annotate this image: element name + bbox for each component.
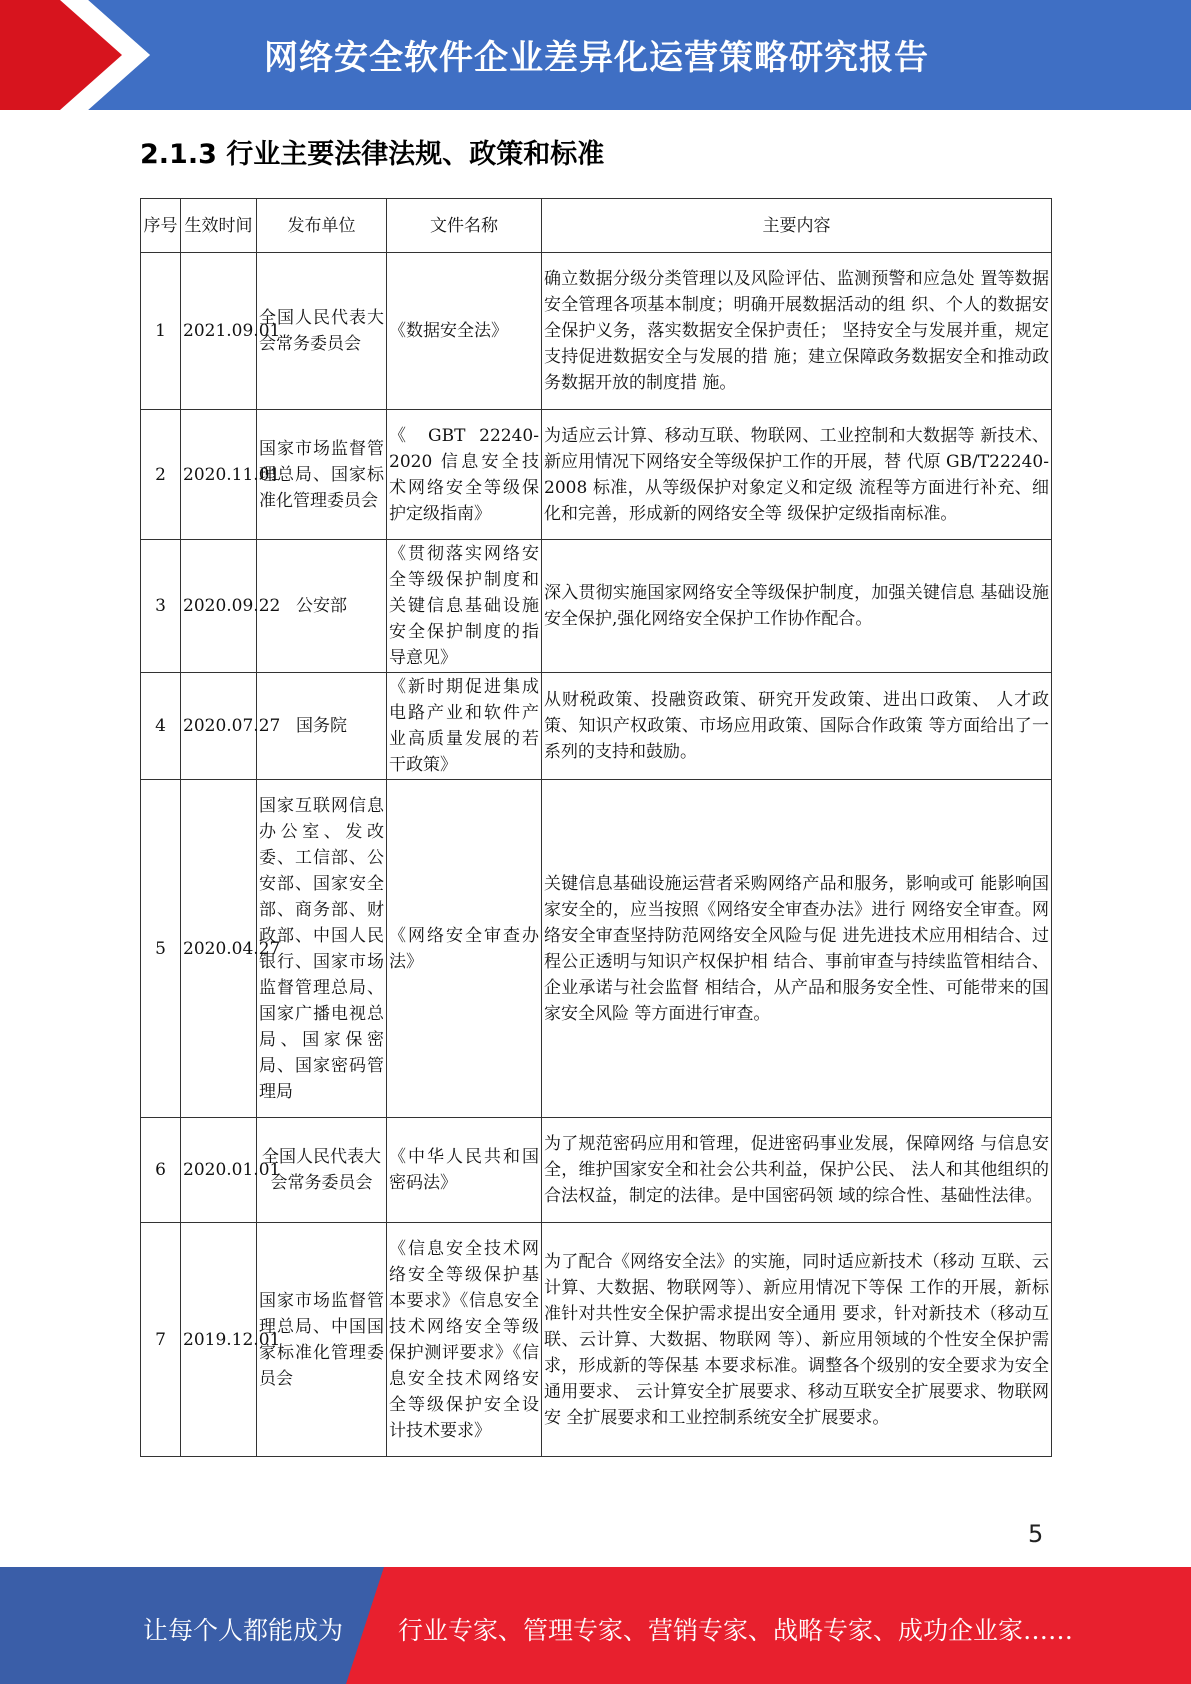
section-heading: 2.1.3 行业主要法律法规、政策和标准 <box>140 139 605 170</box>
column-header-name: 文件名称 <box>387 199 542 253</box>
table-row <box>141 253 1052 410</box>
footer-banner <box>0 1567 1191 1684</box>
document-name: 《信息安全技术网络安全等级保护基本要求》《信息安全技术网络安全等级保护测评要求》《信息安全技术网络安全等级保护安全设计技术要求》 <box>387 1223 542 1457</box>
row-number: 3 <box>141 540 181 673</box>
main-content: 确立数据分级分类管理以及风险评估、监测预警和应急处 置等数据安全管理各项基本制度；明确开展数据活动的组 织、个人的数据安全保护义务，落实数据安全保护责任； 坚持安全与发展并重，规定支持促进数据安全与发展的措 施；建立保障政务数据安全和推动政务数据开放的制度措 施。 <box>542 253 1052 410</box>
report-title: 网络安全软件企业差异化运营策略研究报告 <box>264 38 929 78</box>
issuing-authority: 国家市场监督管理总局、中国国家标准化管理委员会 <box>257 1223 387 1457</box>
effective-date: 2020.09.22 <box>181 540 257 673</box>
row-number: 6 <box>141 1118 181 1223</box>
effective-date: 2020.11.01 <box>181 410 257 540</box>
table-row <box>141 780 1052 1118</box>
table-header-row <box>141 199 1052 253</box>
issuing-authority: 国家市场监督管理总局、国家标准化管理委员会 <box>257 410 387 540</box>
row-number: 7 <box>141 1223 181 1457</box>
effective-date: 2020.01.01 <box>181 1118 257 1223</box>
footer-slogan-right: 行业专家、管理专家、营销专家、战略专家、成功企业家…… <box>398 1616 1074 1645</box>
issuing-authority: 公安部 <box>257 540 387 673</box>
column-header-no: 序号 <box>141 199 181 253</box>
row-number: 2 <box>141 410 181 540</box>
effective-date: 2020.04.27 <box>181 780 257 1118</box>
effective-date: 2019.12.01 <box>181 1223 257 1457</box>
table-row <box>141 540 1052 673</box>
document-name: 《贯彻落实网络安全等级保护制度和关键信息基础设施安全保护制度的指导意见》 <box>387 540 542 673</box>
row-number: 5 <box>141 780 181 1118</box>
header-banner <box>0 0 1191 110</box>
column-header-content: 主要内容 <box>542 199 1052 253</box>
main-content: 为了配合《网络安全法》的实施，同时适应新技术（移动 互联、云计算、大数据、物联网等）、新应用情况下等保 工作的开展，新标准针对共性安全保护需求提出安全通用 要求，针对新技术（移动互联、云计算、大数据、物联网 等）、新应用领域的个性安全保护需求，形成新的等保基 本要求标准。调整各个级别的安全要求为安全通用要求、 云计算安全扩展要求、移动互联安全扩展要求、物联网安 全扩展要求和工业控制系统安全扩展要求。 <box>542 1223 1052 1457</box>
page-number: 5 <box>1028 1520 1044 1548</box>
document-name: 《网络安全审查办法》 <box>387 780 542 1118</box>
issuing-authority: 全国人民代表大会常务委员会 <box>257 1118 387 1223</box>
main-content: 深入贯彻实施国家网络安全等级保护制度，加强关键信息 基础设施安全保护,强化网络安全保护工作协作配合。 <box>542 540 1052 673</box>
issuing-authority: 国家互联网信息办公室、发改委、工信部、公安部、国家安全部、商务部、财政部、中国人民银行、国家市场监督管理总局、国家广播电视总局、国家保密局、国家密码管理局 <box>257 780 387 1118</box>
column-header-org: 发布单位 <box>257 199 387 253</box>
main-content: 关键信息基础设施运营者采购网络产品和服务，影响或可 能影响国家安全的，应当按照《网络安全审查办法》进行 网络安全审查。网络安全审查坚持防范网络安全风险与促 进先进技术应用相结合、过程公正透明与知识产权保护相 结合、事前审查与持续监管相结合、企业承诺与社会监督 相结合，从产品和服务安全性、可能带来的国家安全风险 等方面进行审查。 <box>542 780 1052 1118</box>
laws-table <box>140 198 1052 1457</box>
effective-date: 2021.09.01 <box>181 253 257 410</box>
table-row <box>141 1118 1052 1223</box>
issuing-authority: 全国人民代表大会常务委员会 <box>257 253 387 410</box>
document-name: 《 GBT 22240-2020 信息安全技术网络安全等级保护定级指南》 <box>387 410 542 540</box>
document-name: 《新时期促进集成电路产业和软件产业高质量发展的若干政策》 <box>387 673 542 780</box>
main-content: 为适应云计算、移动互联、物联网、工业控制和大数据等 新技术、新应用情况下网络安全等级保护工作的开展，替 代原 GB/T22240-2008 标准，从等级保护对象定义和定级 流程等方面进行补充、细化和完善，形成新的网络安全等 级保护定级指南标准。 <box>542 410 1052 540</box>
issuing-authority: 国务院 <box>257 673 387 780</box>
table-row <box>141 673 1052 780</box>
row-number: 4 <box>141 673 181 780</box>
effective-date: 2020.07.27 <box>181 673 257 780</box>
document-name: 《中华人民共和国密码法》 <box>387 1118 542 1223</box>
main-content: 为了规范密码应用和管理，促进密码事业发展，保障网络 与信息安全，维护国家安全和社会公共利益，保护公民、 法人和其他组织的合法权益，制定的法律。是中国密码领 域的综合性、基础性法律。 <box>542 1118 1052 1223</box>
column-header-date: 生效时间 <box>181 199 257 253</box>
footer-slogan-left: 让每个人都能成为 <box>143 1616 344 1645</box>
document-name: 《数据安全法》 <box>387 253 542 410</box>
row-number: 1 <box>141 253 181 410</box>
table-row <box>141 1223 1052 1457</box>
main-content: 从财税政策、投融资政策、研究开发政策、进出口政策、 人才政策、知识产权政策、市场应用政策、国际合作政策 等方面给出了一系列的支持和鼓励。 <box>542 673 1052 780</box>
table-row <box>141 410 1052 540</box>
